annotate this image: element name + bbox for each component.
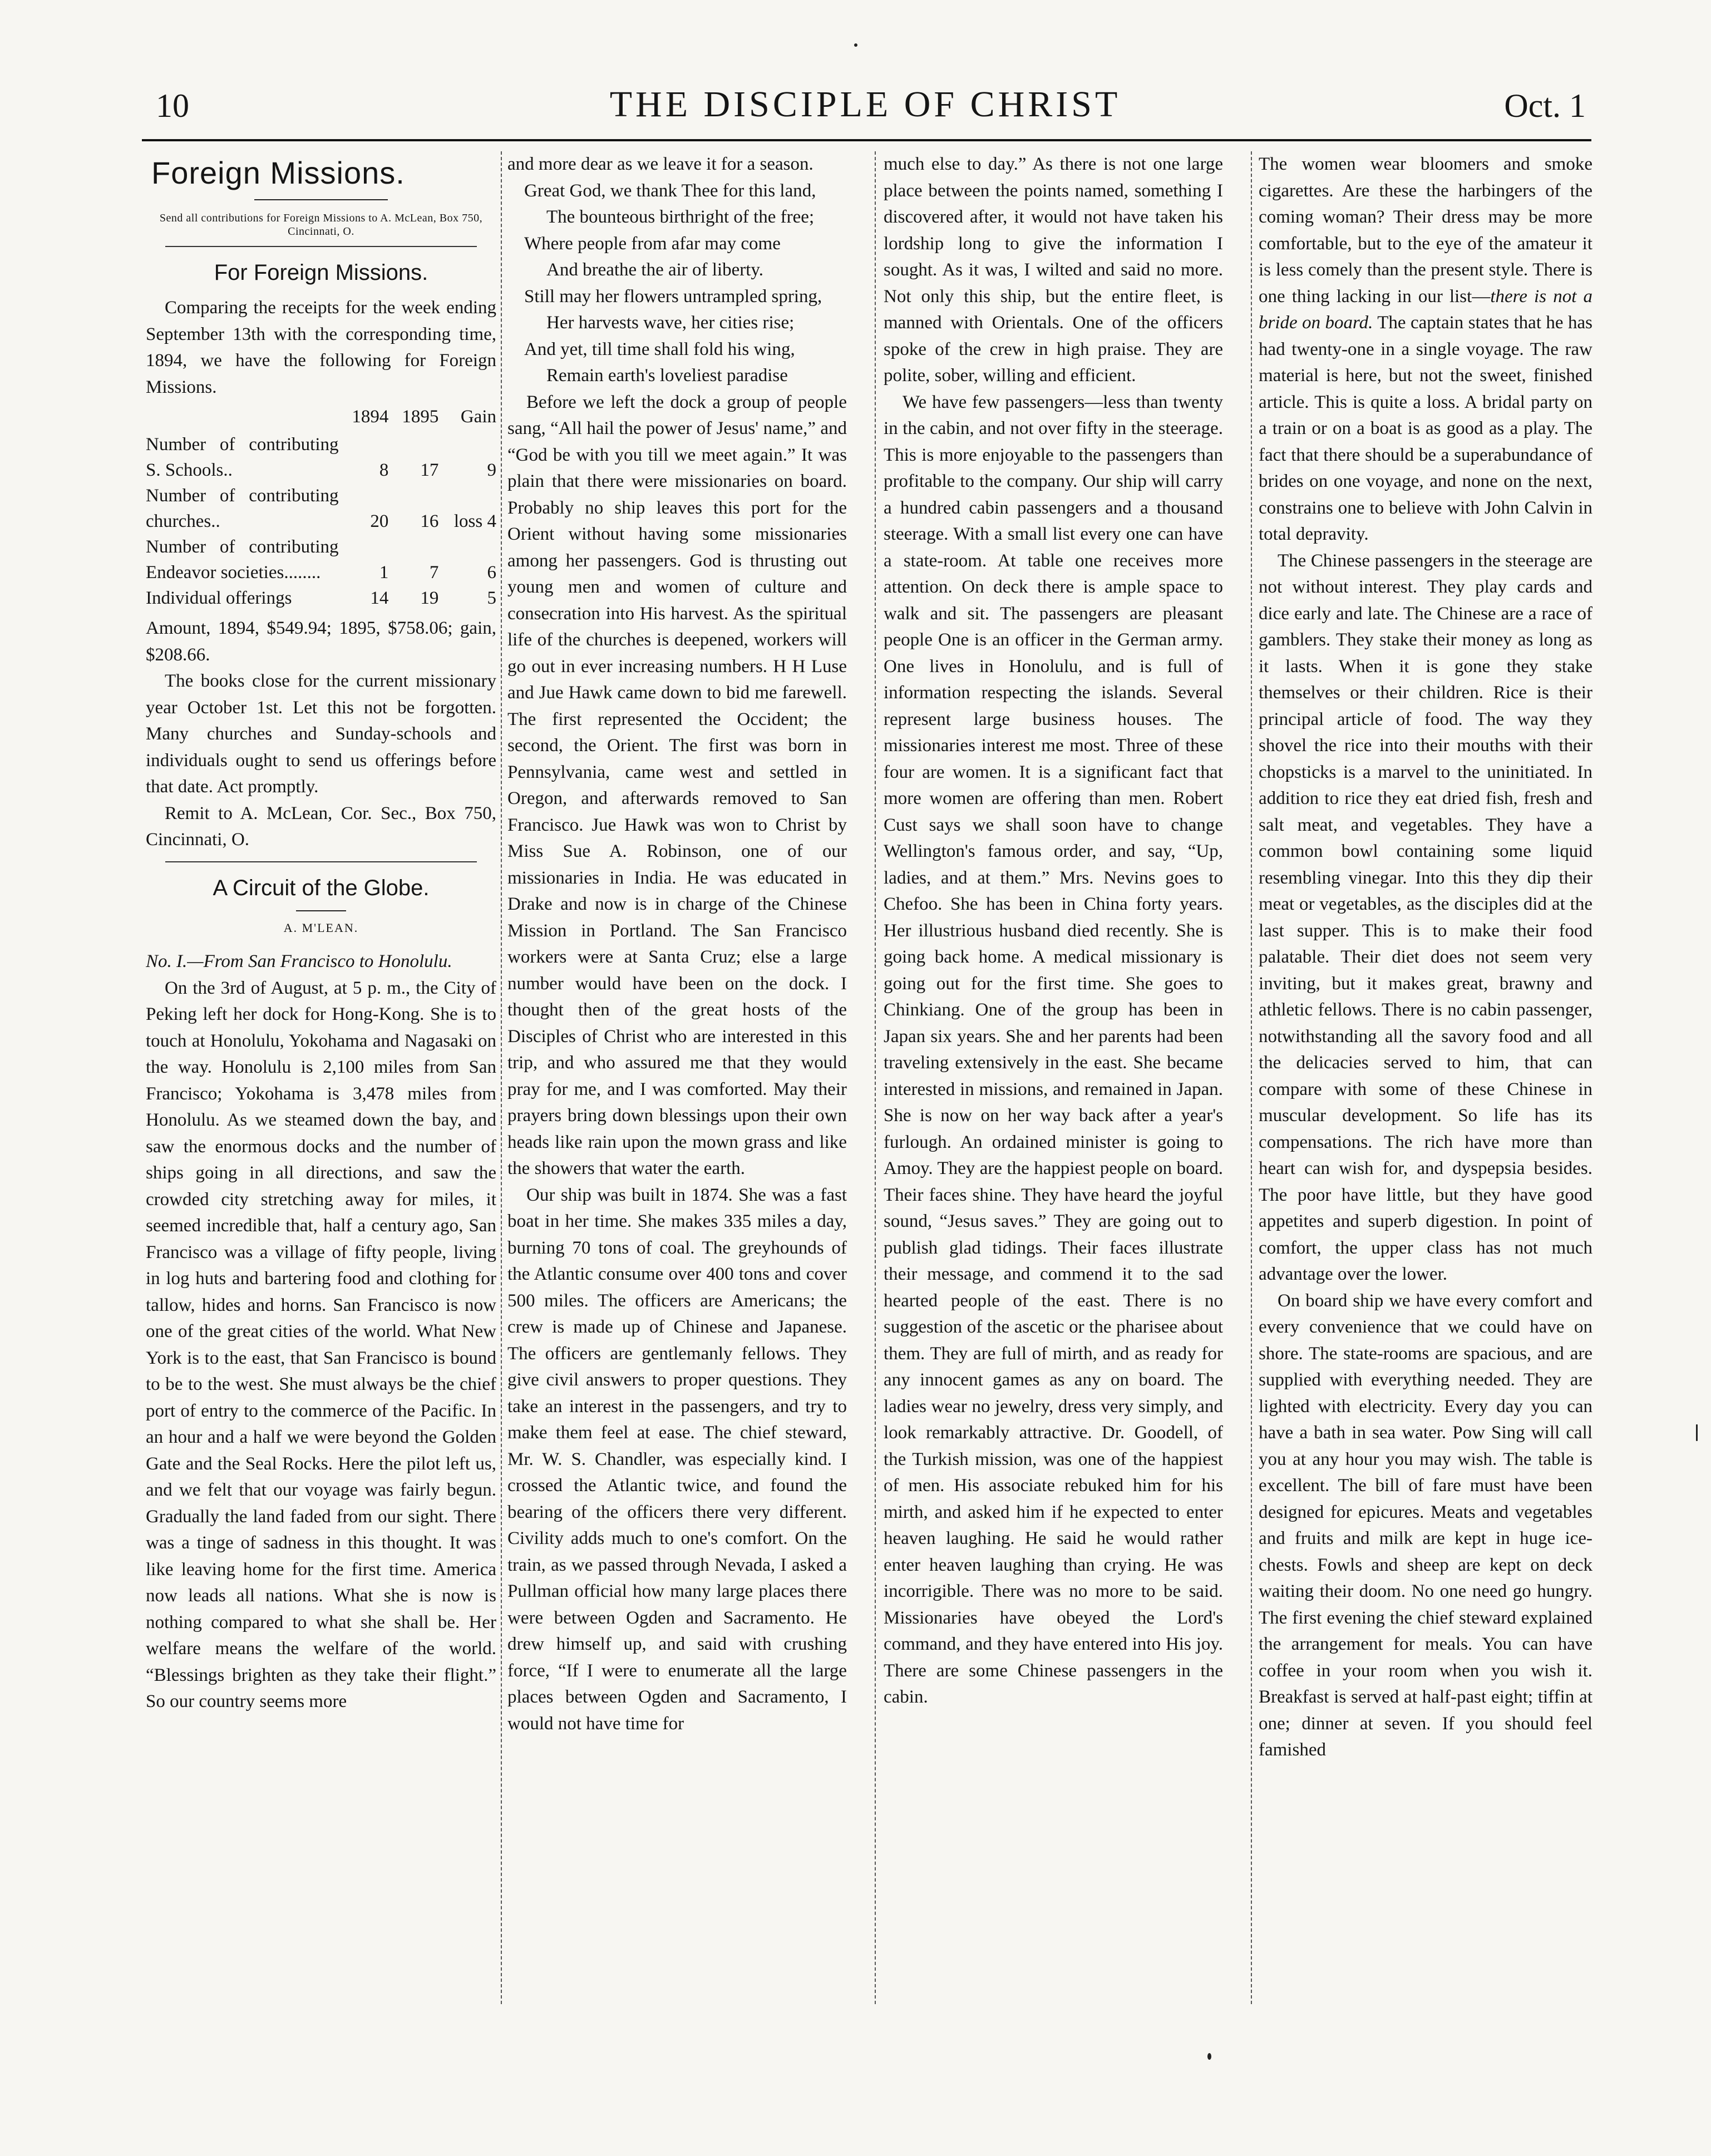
article-paragraph: On the 3rd of August, at 5 p. m., the City of Peking left her dock for Hong-Kong. She is to touch at Honolulu, Yokohama and Nagasaki on the way. Honolulu is 2,100 miles from San Francisco; Yokohama is 3,478 miles from Honolulu. As we steamed down the bay, and saw the enormous docks and the number of ships going in all directions, and saw the crowded city stretching away for miles, it seemed incredible that, half a century ago, San Francisco was a village of fifty people, living in log huts and bartering food and clothing for tallow, hides and horns. San Francisco is now one of the great cities of the world. What New York is to the east, that San Francisco is bound to be to the west. She must always be the chief port of entry to the commerce of the Pacific. In an hour and a half we were beyond the Golden Gate and the Seal Rocks. Here the pilot left us, and we felt that our voyage was fairly begun. Gradually the land faded from our sight. There was a tinge of sadness in this thought. It was like leaving home for the first time. America now leads all nations. What she is now is nothing compared to what she shall be. Her welfare means the welfare of the world. “Blessings brighten as they take their flight.” So our country seems more [146,978,496,1711]
cell: 17 [420,460,439,480]
poem-line: Still may her flowers untrampled spring, [524,286,822,307]
column-1 [146,151,496,2004]
poem-line: Where people from afar may come [524,233,781,254]
section-title: Foreign Missions. [151,155,405,190]
byline: A. M'LEAN. [283,920,359,935]
print-speck [1207,2053,1211,2060]
cell: 5 [487,588,496,608]
running-title: THE DISCIPLE OF CHRIST [609,84,1121,125]
column-header: Gain [460,407,496,427]
table-header-row [146,404,496,432]
article-paragraph: We have few passengers—less than twenty in the cabin, and not over fifty in the steerage. This is more enjoyable to the passengers than profitable to the company. Our ship will carry a hundred cabin passengers and a thousand steerage. With a small list every one can have a state-room. At table one receives more attention. On deck there is ample space to walk and sit. The passengers are pleasant people One is an officer in the German army. One lives in Honolulu, and is full of information respecting the islands. Several represent large business houses. The missionaries interest me most. Three of these four are women. It is a significant fact that more women are offering than men. Robert Cust says we shall soon have to change Wellington's famous order, and say, “Up, ladies, and at them.” Mrs. Nevins goes to Chefoo. She has been in China forty years. Her illustrious husband died recently. She is going back home. A medical missionary is going out for the first time. She goes to Chinkiang. One of the group has been in Japan six years. She and her parents had been traveling extensively in the east. She became interested in missions, and remained in Japan. She is now on her way back after a year's furlough. An ordained minister is going to Amoy. They are the happiest people on board. Their faces shine. They have heard the joyful sound, “Jesus saves.” They are going out to publish glad tidings. Their faces illustrate their message, and commend it to the sad hearted people of the east. There is no suggestion of the ascetic or the pharisee about them. They are full of mirth, and as ready for any innocent games as any on board. The ladies wear no jewelry, dress very simply, and look remarkably attractive. Dr. Goodell, of the Turkish mission, was one of the happiest of men. His associate rebuked him for his mirth, and asked him if he expected to enter heaven laughing. He said he would rather enter heaven laughing than crying. He was incorrigible. There was no more to be said. Missionaries have obeyed the Lord's command, and they have entered into His joy. There are some Chinese passengers in the cabin. [884,392,1223,1707]
article-paragraph: and more dear as we leave it for a season. [507,154,813,174]
cell: 14 [370,588,389,608]
row-label: Number of contributing Endeavor societies........ [146,537,339,583]
divider-rule [165,861,477,862]
table-row [146,585,496,611]
row-label: Individual offerings [146,588,292,608]
table-row [146,534,496,585]
page-number: 10 [156,87,189,124]
paragraph-remit: Remit to A. McLean, Cor. Sec., Box 750, Cincinnati, O. [146,803,496,850]
column-divider [875,151,876,2004]
print-speck [854,43,857,47]
article-part-heading: No. I.—From San Francisco to Honolulu. [146,951,452,971]
poem-line: The bounteous birthright of the free; [546,207,815,227]
article-paragraph: Before we left the dock a group of people sang, “All hail the power of Jesus' name,” and “God be with you till we meet again.” It was plain that there were missionaries on board. Probably no ship leaves this port for the Orient without having some missionaries among her passengers. God is thrusting out young men and women of culture and consecration into His harvest. As the spiritual life of the churches is deepened, workers will go out in ever increasing numbers. H H Luse and Jue Hawk came down to bid me farewell. The first represented the Occident; the second, the Orient. The first was born in Pennsylvania, came west and settled in Oregon, and afterwards removed to San Francisco. Jue Hawk was won to Christ by Miss Sue A. Robinson, one of our missionaries in India. He was educated in Drake and now is in charge of the Chinese Mission in Portland. The San Francisco workers were at Santa Cruz; else a large number would have been on the dock. I thought then of the great hosts of the Disciples of Christ who are interested in this trip, and who assured me that they would pray for me, and I was comforted. May their prayers bring down blessings upon their own heads like rain upon the mown grass and like the showers that water the earth. [507,392,847,1178]
poem-line: Her harvests wave, her cities rise; [546,313,795,333]
cell: 16 [420,511,439,531]
cell: 19 [420,588,439,608]
amount-line: Amount, 1894, $549.94; 1895, $758.06; gain, $208.66. [146,618,496,665]
article-paragraph [1259,151,1592,548]
article-paragraph: Our ship was built in 1874. She was a fast boat in her time. She makes 335 miles a day, burning 70 tons of coal. The greyhounds of the Atlantic consume over 400 tons and cover 500 miles. The officers are Americans; the crew is made up of Chinese and Japanese. The officers are gentlemanly fellows. They give civil answers to proper questions. They take an interest in the passengers, and try to make them feel at ease. The chief steward, Mr. W. S. Chandler, was especially kind. I crossed the Atlantic twice, and found the bearing of the officers there very different. Civility adds much to one's comfort. On the train, as we passed through Nevada, I asked a Pullman official how many large places there were between Ogden and Sacramento. He drew himself up, and said with crushing force, “If I were to enumerate all the large places between Ogden and Sacramento, I would not have time for [507,1185,847,1734]
send-note: Send all contributions for Foreign Missions to A. McLean, Box 750, Cincinnati, O. [159,212,483,238]
poem-line: And breathe the air of liberty. [546,260,764,280]
article-paragraph: much else to day.” As there is not one large place between the points named, something I discovered after, it would not have taken his lordship long to give the information I sought. As it was, I wilted and said no more. Not only this ship, but the entire fleet, is manned with Orientals. One of the officers spoke of the crew in high praise. They are polite, sober, willing and efficient. [884,154,1223,386]
page-header [139,83,1591,136]
article-paragraph: The Chinese passengers in the steerage are not without interest. They play cards and dice early and late. The Chinese are a race of gamblers. They stake their money as long as it lasts. When it is gone they stake themselves or their children. Rice is their principal article of food. The way they shovel the rice into their mouths with their chopsticks is a marvel to the uninitiated. In addition to rice they eat dried fish, fresh and salt meat, and vegetables. They have a common bowl containing some liquid resembling vinegar. Into this they dip their meat or vegetables, as the disciples did at the last supper. This is to make their food palatable. Their diet does not seem very inviting, but it makes great, brawny and athletic fellows. There is no cabin passenger, notwithstanding all the savory food and all the delicacies served to him, that can compare with some of these Chinese in muscular development. So life has its compensations. The rich have more than heart can wish for, and dyspepsia besides. The poor have little, but they have good appetites and superb digestion. In point of comfort, the upper class has not much advantage over the lower. [1259,550,1592,1284]
table-row [146,483,496,534]
cell: 6 [487,563,496,583]
intro-paragraph: Comparing the receipts for the week ending September 13th with the corresponding time, 1894, we have the following for Foreign Missions. [146,298,496,397]
byline-rule [296,910,346,911]
column-header: 1894 [352,407,389,427]
cell: 8 [379,460,389,480]
subhead-foreign-missions: For Foreign Missions. [214,260,428,285]
cell: loss 4 [453,511,496,531]
cell: 9 [487,460,496,480]
header-rule [142,139,1591,141]
issue-date: Oct. 1 [1504,87,1586,124]
title-rule [254,199,388,200]
poem [507,178,847,389]
poem-line: Remain earth's loveliest paradise [546,366,788,386]
row-label: Number of contributing churches.. [146,486,339,531]
article-paragraph: On board ship we have every comfort and every convenience that we could have on shore. The state-rooms are spacious, and are supplied with everything needed. They are lighted with electricity. Every day you can have a bath in sea water. Pow Sing will call you at any hour you may wish. The table is excellent. The bill of fare must have been designed for epicures. Meats and vegetables and fruits and milk are kept in huge ice-chests. Fowls and sheep are kept on deck waiting their doom. No one need go hungry. The first evening the chief steward explained the arrangement for meals. You can have coffee in your room when you wish it. Breakfast is served at half-past eight; tiffin at one; dinner at seven. If you should feel famished [1259,1290,1592,1760]
receipts-table [146,404,496,611]
column-2 [507,151,847,2004]
print-speck [1696,1424,1698,1441]
column-3 [884,151,1223,2004]
text-run: The captain states that he has had twenty-one in a single voyage. The raw material is here, but not the sweet, finished article. This is quite a loss. A bridal party on a train or on a boat is as good as a play. The fact that there should be a superabundance of brides on one voyage, and none on the next, constrains one to believe with John Calvin in total depravity. [1259,313,1592,544]
column-header: 1895 [402,407,439,427]
poem-line: And yet, till time shall fold his wing, [524,339,795,359]
cell: 7 [429,563,439,583]
poem-line: Great God, we thank Thee for this land, [524,180,816,201]
table-row [146,432,496,483]
column-divider [1251,151,1252,2004]
italic-phrase: there is not a bride on board. [1259,286,1592,333]
paragraph-books-close: The books close for the current missionary year October 1st. Let this not be forgotten. Many churches and Sunday-schools and individuals ought to send us offerings before that date. Act promptly. [146,671,496,797]
column-divider [501,151,502,2004]
cell: 1 [379,563,389,583]
row-label: Number of contributing S. Schools.. [146,435,339,480]
divider-rule [165,246,477,247]
column-4 [1259,151,1592,2004]
cell: 20 [370,511,389,531]
text-run: The women wear bloomers and smoke cigarettes. Are these the harbingers of the coming woman? Their dress may be more comfortable, but to the eye of the amateur it is less comely than the present style. There is one thing lacking in our list— [1259,154,1592,307]
subhead-circuit-of-globe: A Circuit of the Globe. [213,875,430,900]
